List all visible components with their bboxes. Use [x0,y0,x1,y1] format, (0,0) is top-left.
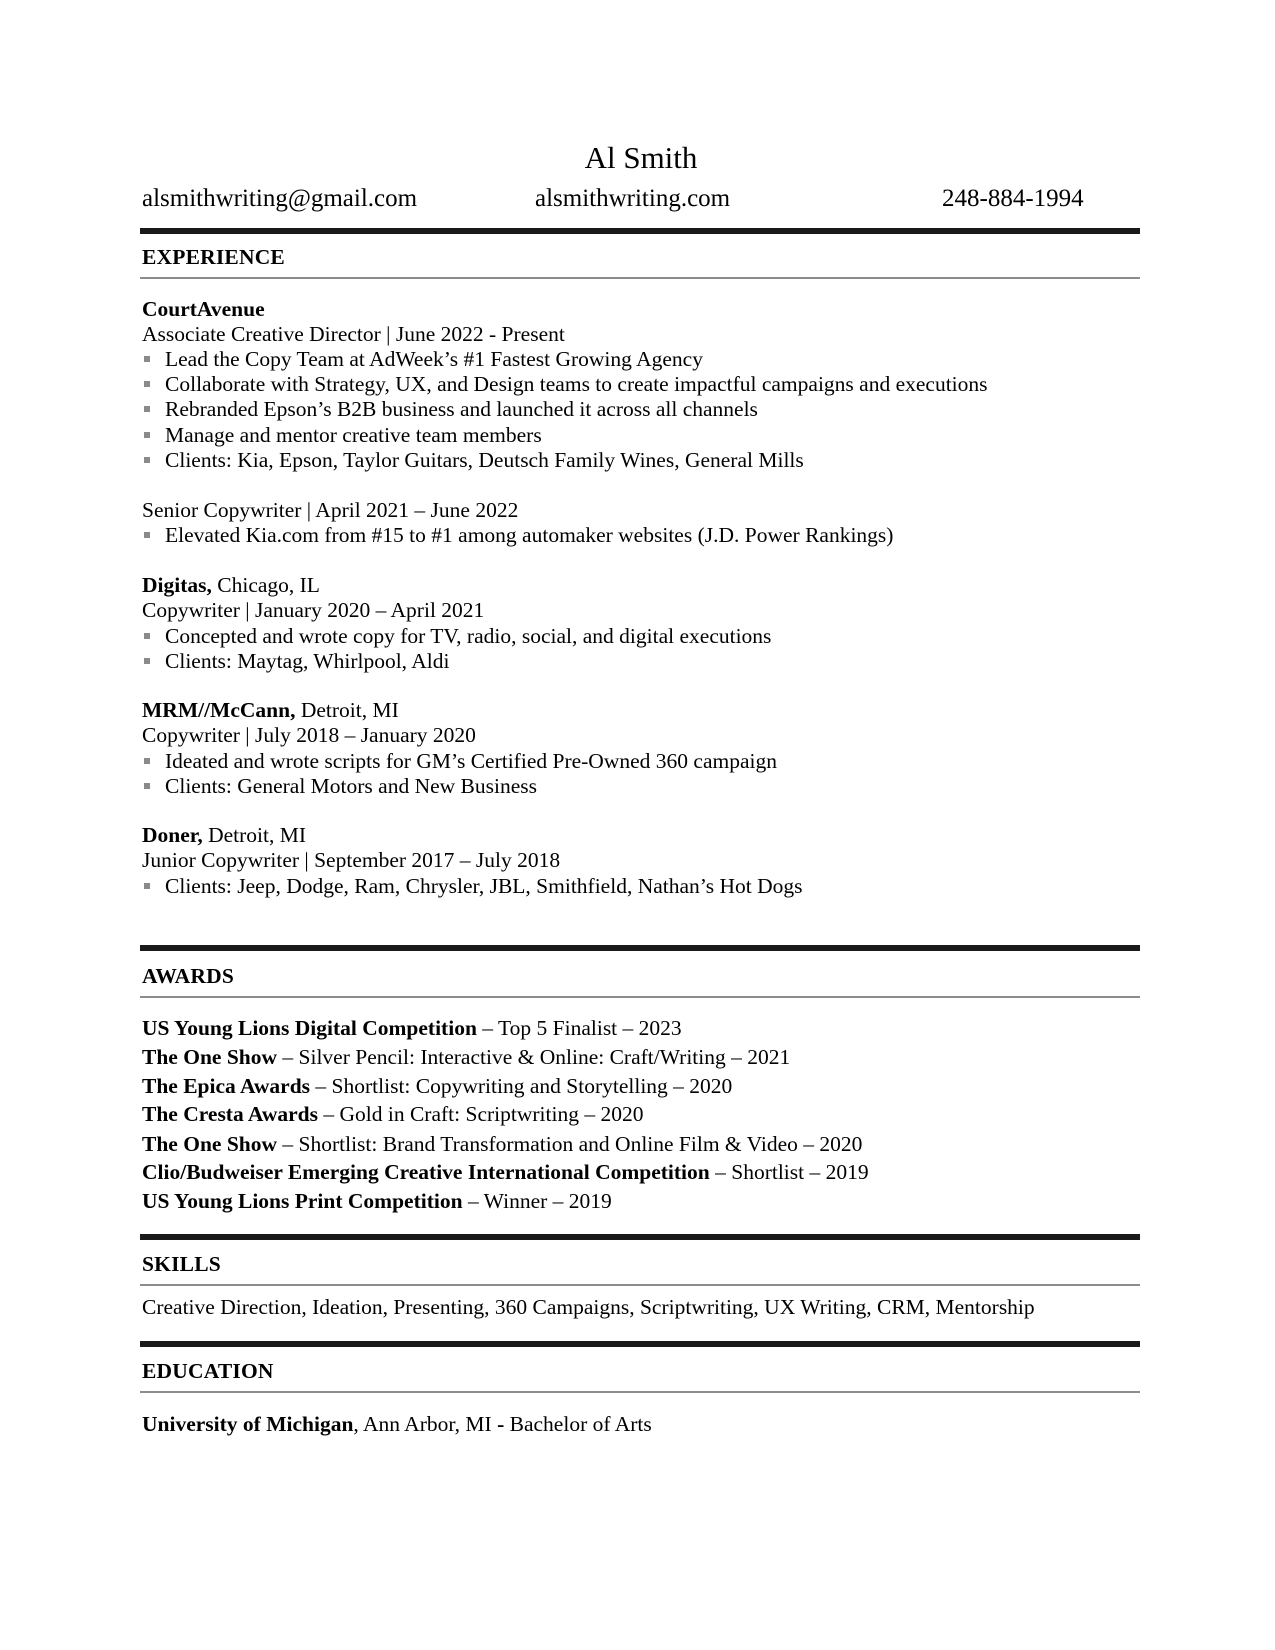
bullet-square-icon [144,783,150,789]
award-item: The Epica Awards – Shortlist: Copywriting and Storytelling – 2020 [142,1074,733,1098]
bullet-square-icon [144,883,150,889]
list-item: Ideated and wrote scripts for GM’s Certified Pre-Owned 360 campaign [142,748,754,774]
award-item: The One Show – Silver Pencil: Interactive & Online: Craft/Writing – 2021 [142,1045,791,1069]
section-divider-thin [140,1284,1140,1286]
role-associate-creative-director: Associate Creative Director | June 2022 - Present [142,322,565,346]
list-item: Clients: General Motors and New Business [142,773,514,799]
role-senior-copywriter: Senior Copywriter | April 2021 – June 2022 [142,498,519,522]
bullet-square-icon [144,532,150,538]
section-title-experience: EXPERIENCE [142,245,285,269]
list-item: Clients: Jeep, Dodge, Ram, Chrysler, JBL, Smithfield, Nathan’s Hot Dogs [142,873,780,899]
list-item: Rebranded Epson’s B2B business and launched it across all channels [142,396,735,422]
section-title-education: EDUCATION [142,1359,274,1383]
company-courtavenue: CourtAvenue [142,297,265,321]
list-item: Collaborate with Strategy, UX, and Design teams to create impactful campaigns and executions [142,371,965,397]
section-title-awards: AWARDS [142,964,234,988]
company-doner: Doner, Detroit, MI [142,823,307,847]
bullet-square-icon [144,658,150,664]
award-item: US Young Lions Digital Competition – Top 5 Finalist – 2023 [142,1016,682,1040]
award-item: US Young Lions Print Competition – Winner – 2019 [142,1189,612,1213]
education-entry: University of Michigan, Ann Arbor, MI - Bachelor of Arts [142,1412,652,1436]
role-copywriter-digitas: Copywriter | January 2020 – April 2021 [142,598,485,622]
bullet-square-icon [144,633,150,639]
company-mrm-mccann: MRM//McCann, Detroit, MI [142,698,399,722]
bullet-square-icon [144,457,150,463]
section-divider-thin [140,1391,1140,1393]
section-divider-thick [140,1341,1140,1347]
bullet-square-icon [144,356,150,362]
section-divider-thick [140,228,1140,234]
resume-name: Al Smith [584,140,698,175]
award-item: Clio/Budweiser Emerging Creative International Competition – Shortlist – 2019 [142,1160,869,1184]
list-item: Clients: Kia, Epson, Taylor Guitars, Deutsch Family Wines, General Mills [142,447,781,473]
skills-list: Creative Direction, Ideation, Presenting, 360 Campaigns, Scriptwriting, UX Writing, CRM, Mentorship [142,1295,1035,1319]
section-title-skills: SKILLS [142,1252,221,1276]
section-divider-thick [140,945,1140,951]
section-divider-thin [140,277,1140,279]
bullet-square-icon [144,758,150,764]
role-junior-copywriter: Junior Copywriter | September 2017 – July 2018 [142,848,561,872]
contact-phone: 248-884-1994 [942,185,1084,212]
list-item: Concepted and wrote copy for TV, radio, social, and digital executions [142,623,748,649]
contact-website: alsmithwriting.com [535,185,731,212]
section-divider-thick [140,1234,1140,1240]
role-copywriter-mrm: Copywriter | July 2018 – January 2020 [142,723,476,747]
award-item: The Cresta Awards – Gold in Craft: Scriptwriting – 2020 [142,1102,644,1126]
section-divider-thin [140,996,1140,998]
bullet-square-icon [144,381,150,387]
award-item: The One Show – Shortlist: Brand Transformation and Online Film & Video – 2020 [142,1132,863,1156]
bullet-square-icon [144,432,150,438]
company-digitas: Digitas, Chicago, IL [142,573,320,597]
list-item: Manage and mentor creative team members [142,422,519,448]
list-item: Clients: Maytag, Whirlpool, Aldi [142,648,426,674]
bullet-square-icon [144,406,150,412]
list-item: Lead the Copy Team at AdWeek’s #1 Fastest Growing Agency [142,346,680,372]
contact-email: alsmithwriting@gmail.com [142,185,418,212]
list-item: Elevated Kia.com from #15 to #1 among automaker websites (J.D. Power Rankings) [142,522,870,548]
